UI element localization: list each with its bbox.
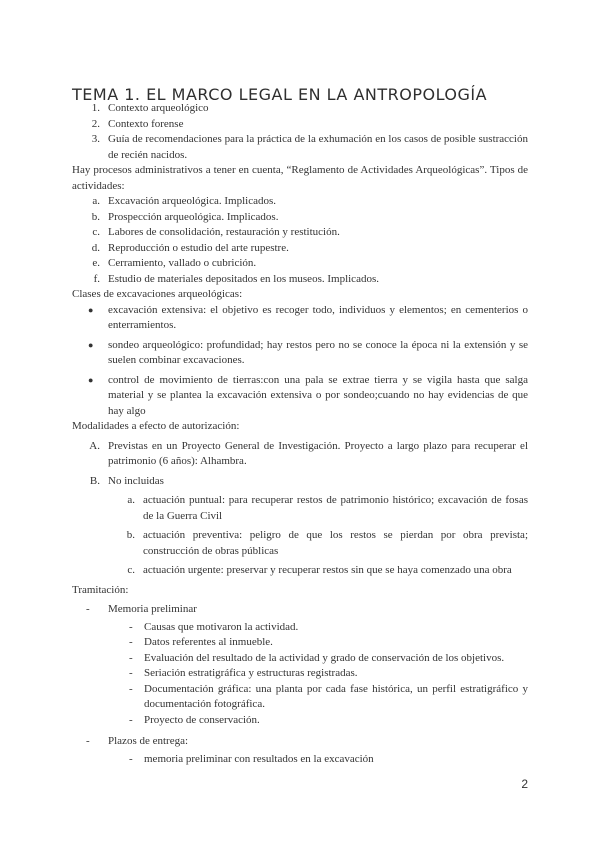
list-item: 3. Guía de recomendaciones para la práctica de la exhumación en los casos de posible sustracción de recién nacidos. xyxy=(91,133,528,161)
intro-list xyxy=(72,101,528,163)
list-item: - Causas que motivaron la actividad. xyxy=(129,620,299,633)
paragraph-tramitacion: Tramitación: xyxy=(72,583,129,596)
list-item: - Documentación gráfica: una planta por cada fase histórica, un perfil estratigráfico y documentación fotográfica. xyxy=(129,682,528,710)
paragraph-procesos: Hay procesos administrativos a tener en cuenta, “Reglamento de Actividades Arqueológicas”. Tipos de actividades: xyxy=(72,164,528,192)
document-body xyxy=(72,101,528,767)
list-item: e. Cerramiento, vallado o cubrición. xyxy=(92,257,257,269)
bullet-icon: ● xyxy=(88,374,94,385)
paragraph-clases: Clases de excavaciones arqueológicas: xyxy=(72,288,243,300)
list-item: c. Labores de consolidación, restauración y restitución. xyxy=(92,226,340,238)
plazos-sublist xyxy=(72,752,528,768)
list-item: A. Previstas en un Proyecto General de Investigación. Proyecto a largo plazo para recuperar el patrimonio (6 años): Alhambra. xyxy=(89,439,528,467)
page-number: 2 xyxy=(521,777,528,791)
bullet-icon: ● xyxy=(88,339,94,350)
list-item: a. actuación puntual: para recuperar restos de patrimonio histórico; excavación de fosas de la Guerra Civil xyxy=(127,494,528,522)
list-item: d. Reproducción o estudio del arte rupestre. xyxy=(91,241,289,254)
list-item: 2. Contexto forense xyxy=(91,117,184,130)
page-title: TEMA 1. EL MARCO LEGAL EN LA ANTROPOLOGÍA xyxy=(72,84,488,104)
list-item: B. No incluidas xyxy=(89,474,164,487)
list-item: ● sondeo arqueológico: profundidad; hay restos pero no se conoce la época ni la extensión y se suelen combinar excavaciones. xyxy=(88,338,528,366)
activity-list xyxy=(72,194,528,287)
list-item: - Memoria preliminar xyxy=(86,603,197,615)
list-item: 1. Contexto arqueológico xyxy=(91,102,209,114)
plazos-list xyxy=(72,734,528,750)
clases-list xyxy=(72,303,528,420)
memoria-sublist xyxy=(72,620,528,729)
list-item: - Proyecto de conservación. xyxy=(129,713,260,726)
list-item: - Plazos de entrega: xyxy=(86,735,189,747)
list-item: - memoria preliminar con resultados en la excavación xyxy=(129,752,374,765)
list-item: a. Excavación arqueológica. Implicados. xyxy=(92,195,276,207)
list-item: ● control de movimiento de tierras:con una pala se extrae tierra y se vigila hasta que salga material y se plantea la excavación extensiva o por sondeo;cuando no hay evidencias de que hay algo xyxy=(88,373,528,417)
list-item: - Datos referentes al inmueble. xyxy=(129,636,273,648)
list-item: c. actuación urgente: preservar y recuperar restos sin que se haya comenzado una obra xyxy=(127,564,512,576)
modalidades-list xyxy=(72,439,528,490)
list-item: f. Estudio de materiales depositados en los museos. Implicados. xyxy=(93,272,379,285)
list-item: - Seriación estratigráfica y estructuras registradas. xyxy=(129,667,358,679)
paragraph-modalidades: Modalidades a efecto de autorización: xyxy=(72,420,240,432)
list-item: b. Prospección arqueológica. Implicados. xyxy=(91,210,279,223)
list-item: - Evaluación del resultado de la actividad y grado de conservación de los objetivos. xyxy=(129,651,505,664)
list-item: b. actuación preventiva: peligro de que los restos se pierdan por obra prevista; construcción de obras públicas xyxy=(126,529,528,557)
bullet-icon: ● xyxy=(88,304,94,315)
tramitacion-list xyxy=(72,602,528,618)
list-item: ● excavación extensiva: el objetivo es recoger todo, individuos y elementos; en cementerios o enterramientos. xyxy=(88,303,528,331)
modalidades-sublist xyxy=(72,493,528,579)
